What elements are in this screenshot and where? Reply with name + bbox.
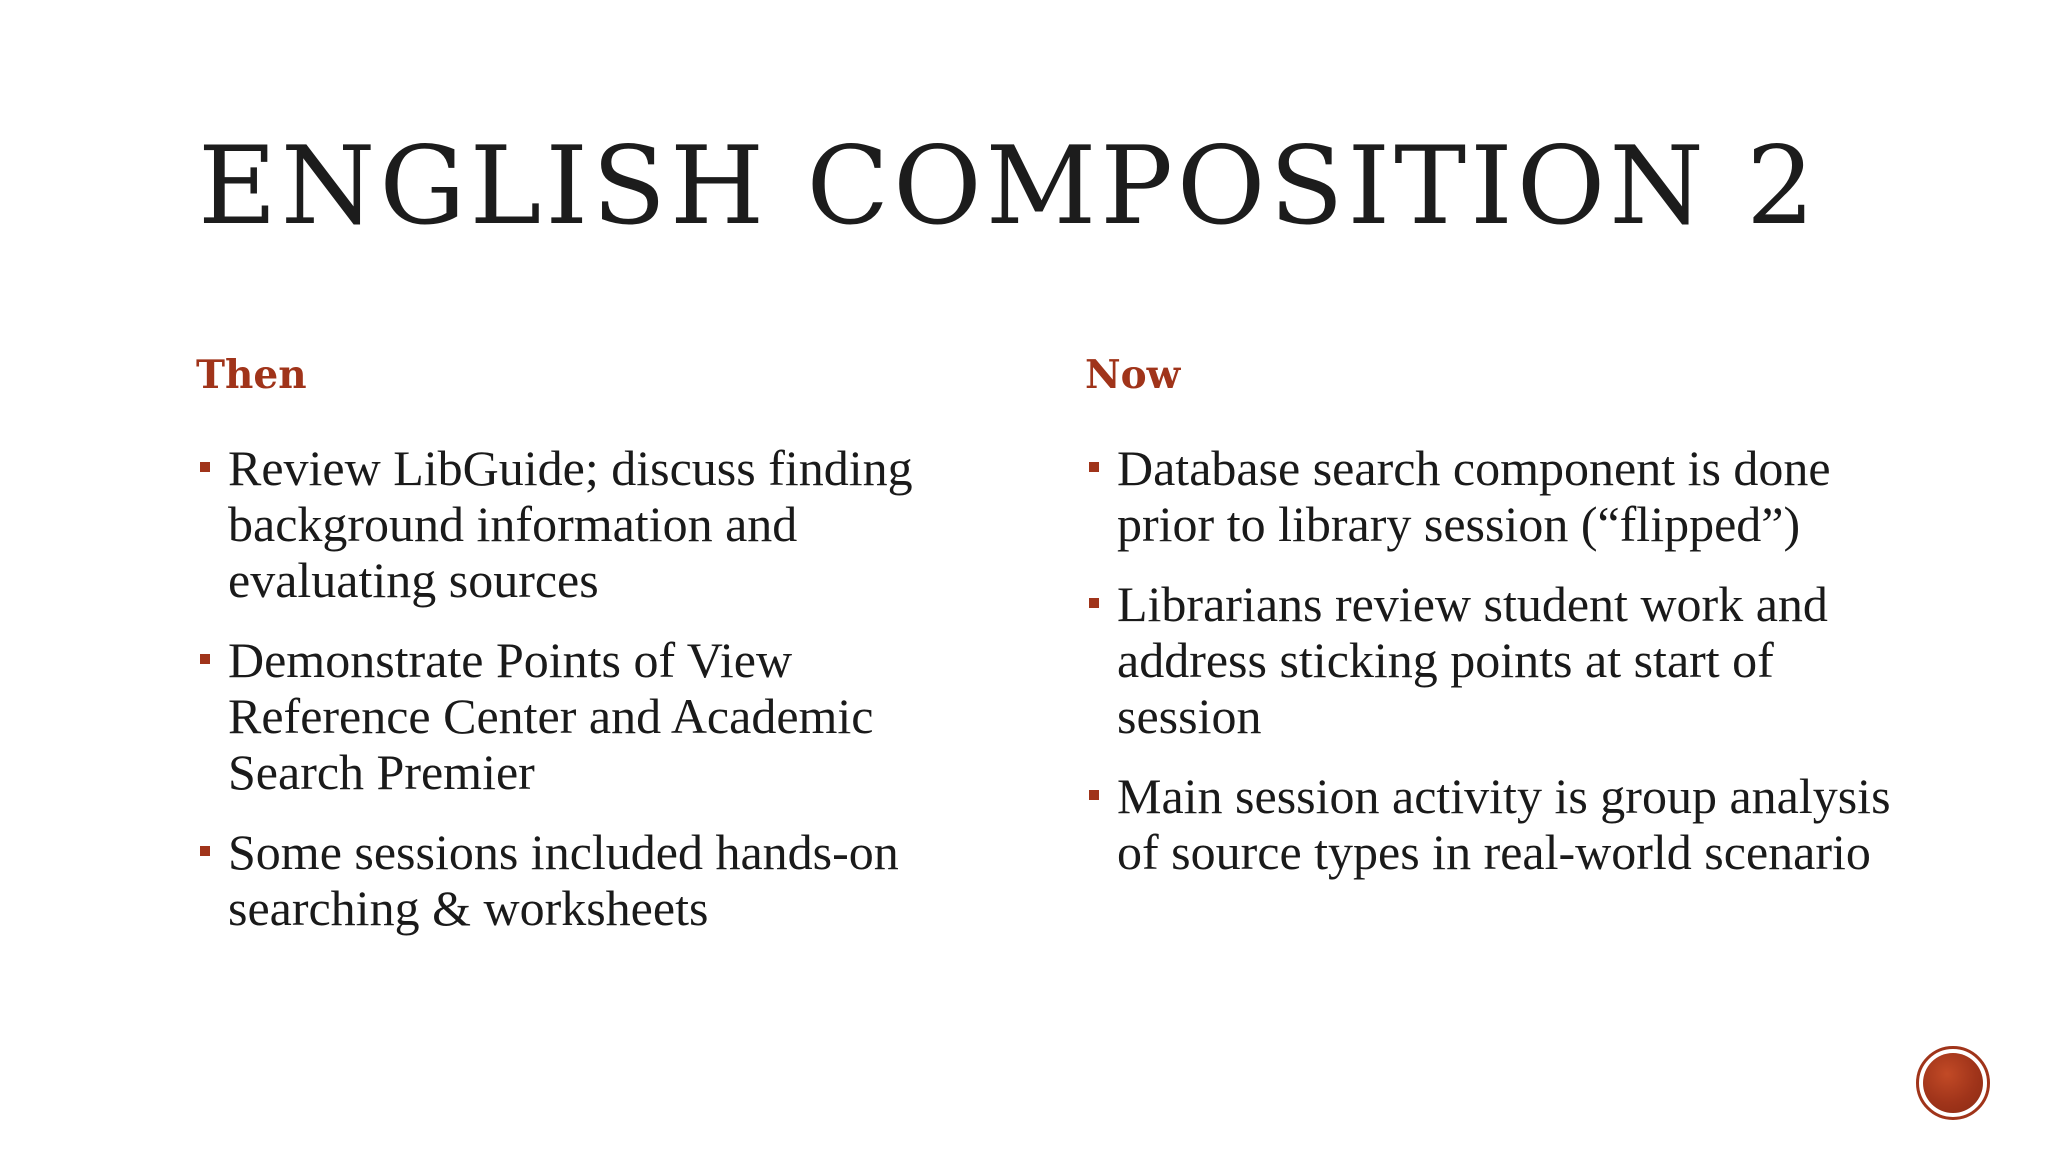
bullet-text: Main session activity is group analysis of source types in real-world scenario xyxy=(1117,768,1891,880)
bullet-list-now xyxy=(1085,440,1925,904)
bullet-text: Some sessions included hands-on searching & worksheets xyxy=(228,824,899,936)
list-item xyxy=(1085,576,1925,744)
column-heading-then: Then xyxy=(196,352,307,398)
list-item xyxy=(1085,768,1925,880)
column-heading-now: Now xyxy=(1085,352,1181,398)
bullet-text: Database search component is done prior to library session (“flipped”) xyxy=(1117,440,1831,552)
bullet-square-icon xyxy=(1089,462,1099,472)
list-item xyxy=(196,440,996,608)
slide-title: ENGLISH COMPOSITION 2 xyxy=(198,124,1819,249)
list-item xyxy=(196,632,996,800)
list-item xyxy=(196,824,996,936)
bullet-list-then xyxy=(196,440,996,960)
list-item xyxy=(1085,440,1925,552)
slide-nav-button[interactable] xyxy=(1916,1046,1990,1120)
bullet-text: Demonstrate Points of View Reference Center and Academic Search Premier xyxy=(228,632,874,800)
circle-nav-icon xyxy=(1923,1053,1983,1113)
bullet-text: Review LibGuide; discuss finding background information and evaluating sources xyxy=(228,440,913,608)
bullet-square-icon xyxy=(1089,790,1099,800)
bullet-square-icon xyxy=(1089,598,1099,608)
bullet-square-icon xyxy=(200,654,210,664)
bullet-text: Librarians review student work and address sticking points at start of session xyxy=(1117,576,1828,744)
bullet-square-icon xyxy=(200,846,210,856)
bullet-square-icon xyxy=(200,462,210,472)
